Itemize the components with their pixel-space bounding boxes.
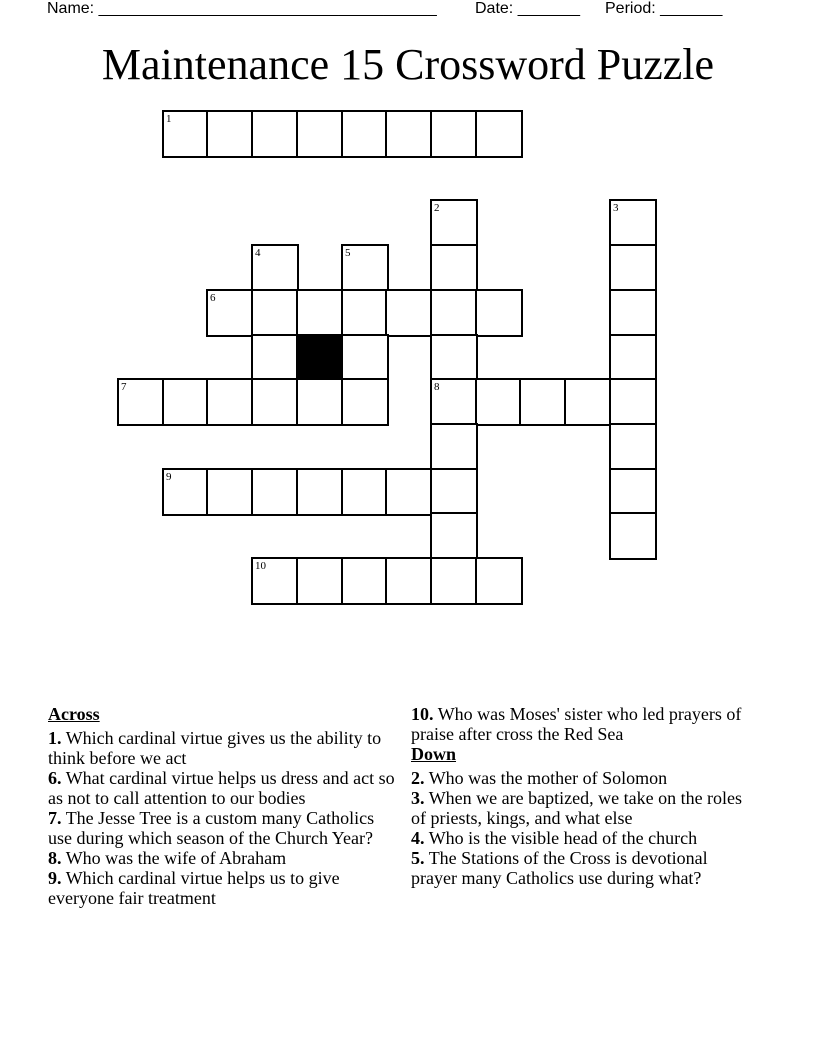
grid-cell[interactable]	[251, 334, 299, 382]
clue-number: 10.	[411, 704, 434, 724]
clue-number: 1.	[48, 728, 62, 748]
clue-text: Which cardinal virtue helps us to give everyone fair treatment	[48, 868, 340, 908]
clue-text: When we are baptized, we take on the roles of priests, kings, and what else	[411, 788, 743, 828]
clue-number: 2.	[411, 768, 425, 788]
grid-cell[interactable]	[475, 289, 523, 337]
cell-number: 1	[166, 113, 172, 125]
across-heading: Across	[48, 704, 100, 724]
grid-cell[interactable]	[564, 378, 612, 426]
grid-cell[interactable]	[206, 110, 254, 158]
grid-cell[interactable]	[475, 557, 523, 605]
grid-cell[interactable]	[341, 289, 389, 337]
grid-cell[interactable]	[609, 378, 657, 426]
cell-number: 3	[613, 202, 619, 214]
clue-across-10	[411, 704, 756, 744]
cell-number: 7	[121, 381, 127, 393]
grid-cell[interactable]	[609, 334, 657, 382]
clue-number: 7.	[48, 808, 62, 828]
down-heading: Down	[411, 744, 457, 764]
clue-number: 6.	[48, 768, 62, 788]
grid-cell[interactable]	[341, 334, 389, 382]
clue-text: What cardinal virtue helps us dress and act so as not to call attention to our bodies	[48, 768, 395, 808]
grid-cell[interactable]	[430, 557, 478, 605]
cell-number: 5	[345, 247, 351, 259]
clue-across-9	[48, 868, 398, 908]
grid-cell[interactable]	[609, 289, 657, 337]
grid-cell[interactable]	[609, 512, 657, 560]
grid-cell[interactable]	[385, 557, 433, 605]
cell-number: 10	[255, 560, 266, 572]
clue-number: 3.	[411, 788, 425, 808]
grid-cell[interactable]	[206, 378, 254, 426]
grid-cell[interactable]	[385, 289, 433, 337]
grid-cell[interactable]	[251, 110, 299, 158]
clue-text: Who is the visible head of the church	[428, 828, 698, 848]
grid-cell[interactable]	[341, 468, 389, 516]
grid-cell[interactable]	[430, 468, 478, 516]
grid-cell[interactable]	[475, 110, 523, 158]
grid-cell[interactable]	[162, 378, 210, 426]
clue-text: The Jesse Tree is a custom many Catholics use during which season of the Church Year?	[48, 808, 375, 848]
clue-across-8	[48, 848, 398, 868]
date-field-label: Date: _______	[475, 0, 580, 17]
clue-text: Who was the wife of Abraham	[65, 848, 287, 868]
clue-number: 4.	[411, 828, 425, 848]
grid-cell[interactable]	[251, 289, 299, 337]
clues-right-column	[411, 704, 756, 888]
clue-down-5	[411, 848, 756, 888]
grid-cell[interactable]	[296, 110, 344, 158]
grid-cell[interactable]	[206, 289, 254, 337]
grid-cell[interactable]	[430, 378, 478, 426]
grid-cell[interactable]	[206, 468, 254, 516]
grid-cell[interactable]	[162, 110, 210, 158]
grid-cell[interactable]	[385, 468, 433, 516]
grid-cell[interactable]	[296, 557, 344, 605]
clue-down-3	[411, 788, 756, 828]
clue-text: Which cardinal virtue gives us the ability to think before we act	[48, 728, 382, 768]
grid-cell[interactable]	[341, 557, 389, 605]
cell-number: 6	[210, 292, 216, 304]
grid-cell[interactable]	[430, 244, 478, 292]
clue-down-4	[411, 828, 756, 848]
grid-block	[296, 334, 344, 382]
clue-across-6	[48, 768, 398, 808]
clue-number: 9.	[48, 868, 62, 888]
grid-cell[interactable]	[519, 378, 567, 426]
clue-number: 8.	[48, 848, 62, 868]
page-title: Maintenance 15 Crossword Puzzle	[101, 40, 715, 89]
grid-cell[interactable]	[341, 378, 389, 426]
grid-cell[interactable]	[251, 244, 299, 292]
grid-cell[interactable]	[162, 468, 210, 516]
clue-text: The Stations of the Cross is devotional prayer many Catholics use during what?	[411, 848, 708, 888]
grid-cell[interactable]	[385, 110, 433, 158]
cell-number: 9	[166, 471, 172, 483]
grid-cell[interactable]	[296, 378, 344, 426]
grid-cell[interactable]	[430, 289, 478, 337]
grid-cell[interactable]	[251, 557, 299, 605]
cell-number: 8	[434, 381, 440, 393]
clue-across-1	[48, 728, 398, 768]
grid-cell[interactable]	[117, 378, 165, 426]
cell-number: 2	[434, 202, 440, 214]
grid-cell[interactable]	[341, 244, 389, 292]
grid-cell[interactable]	[251, 468, 299, 516]
grid-cell[interactable]	[430, 512, 478, 560]
grid-cell[interactable]	[609, 423, 657, 471]
grid-cell[interactable]	[341, 110, 389, 158]
clue-across-7	[48, 808, 398, 848]
grid-cell[interactable]	[296, 468, 344, 516]
across-clues	[48, 704, 398, 908]
cell-number: 4	[255, 247, 261, 259]
grid-cell[interactable]	[296, 289, 344, 337]
grid-cell[interactable]	[430, 334, 478, 382]
clue-text: Who was Moses' sister who led prayers of praise after cross the Red Sea	[411, 704, 742, 744]
grid-cell[interactable]	[609, 468, 657, 516]
period-field-label: Period: _______	[605, 0, 723, 17]
grid-cell[interactable]	[609, 199, 657, 247]
clue-down-2	[411, 768, 756, 788]
clue-text: Who was the mother of Solomon	[428, 768, 668, 788]
name-field-label: Name: ______________________________________	[47, 0, 437, 17]
grid-cell[interactable]	[430, 110, 478, 158]
grid-cell[interactable]	[251, 378, 299, 426]
grid-cell[interactable]	[430, 199, 478, 247]
grid-cell[interactable]	[475, 378, 523, 426]
grid-cell[interactable]	[609, 244, 657, 292]
grid-cell[interactable]	[430, 423, 478, 471]
clue-number: 5.	[411, 848, 425, 868]
